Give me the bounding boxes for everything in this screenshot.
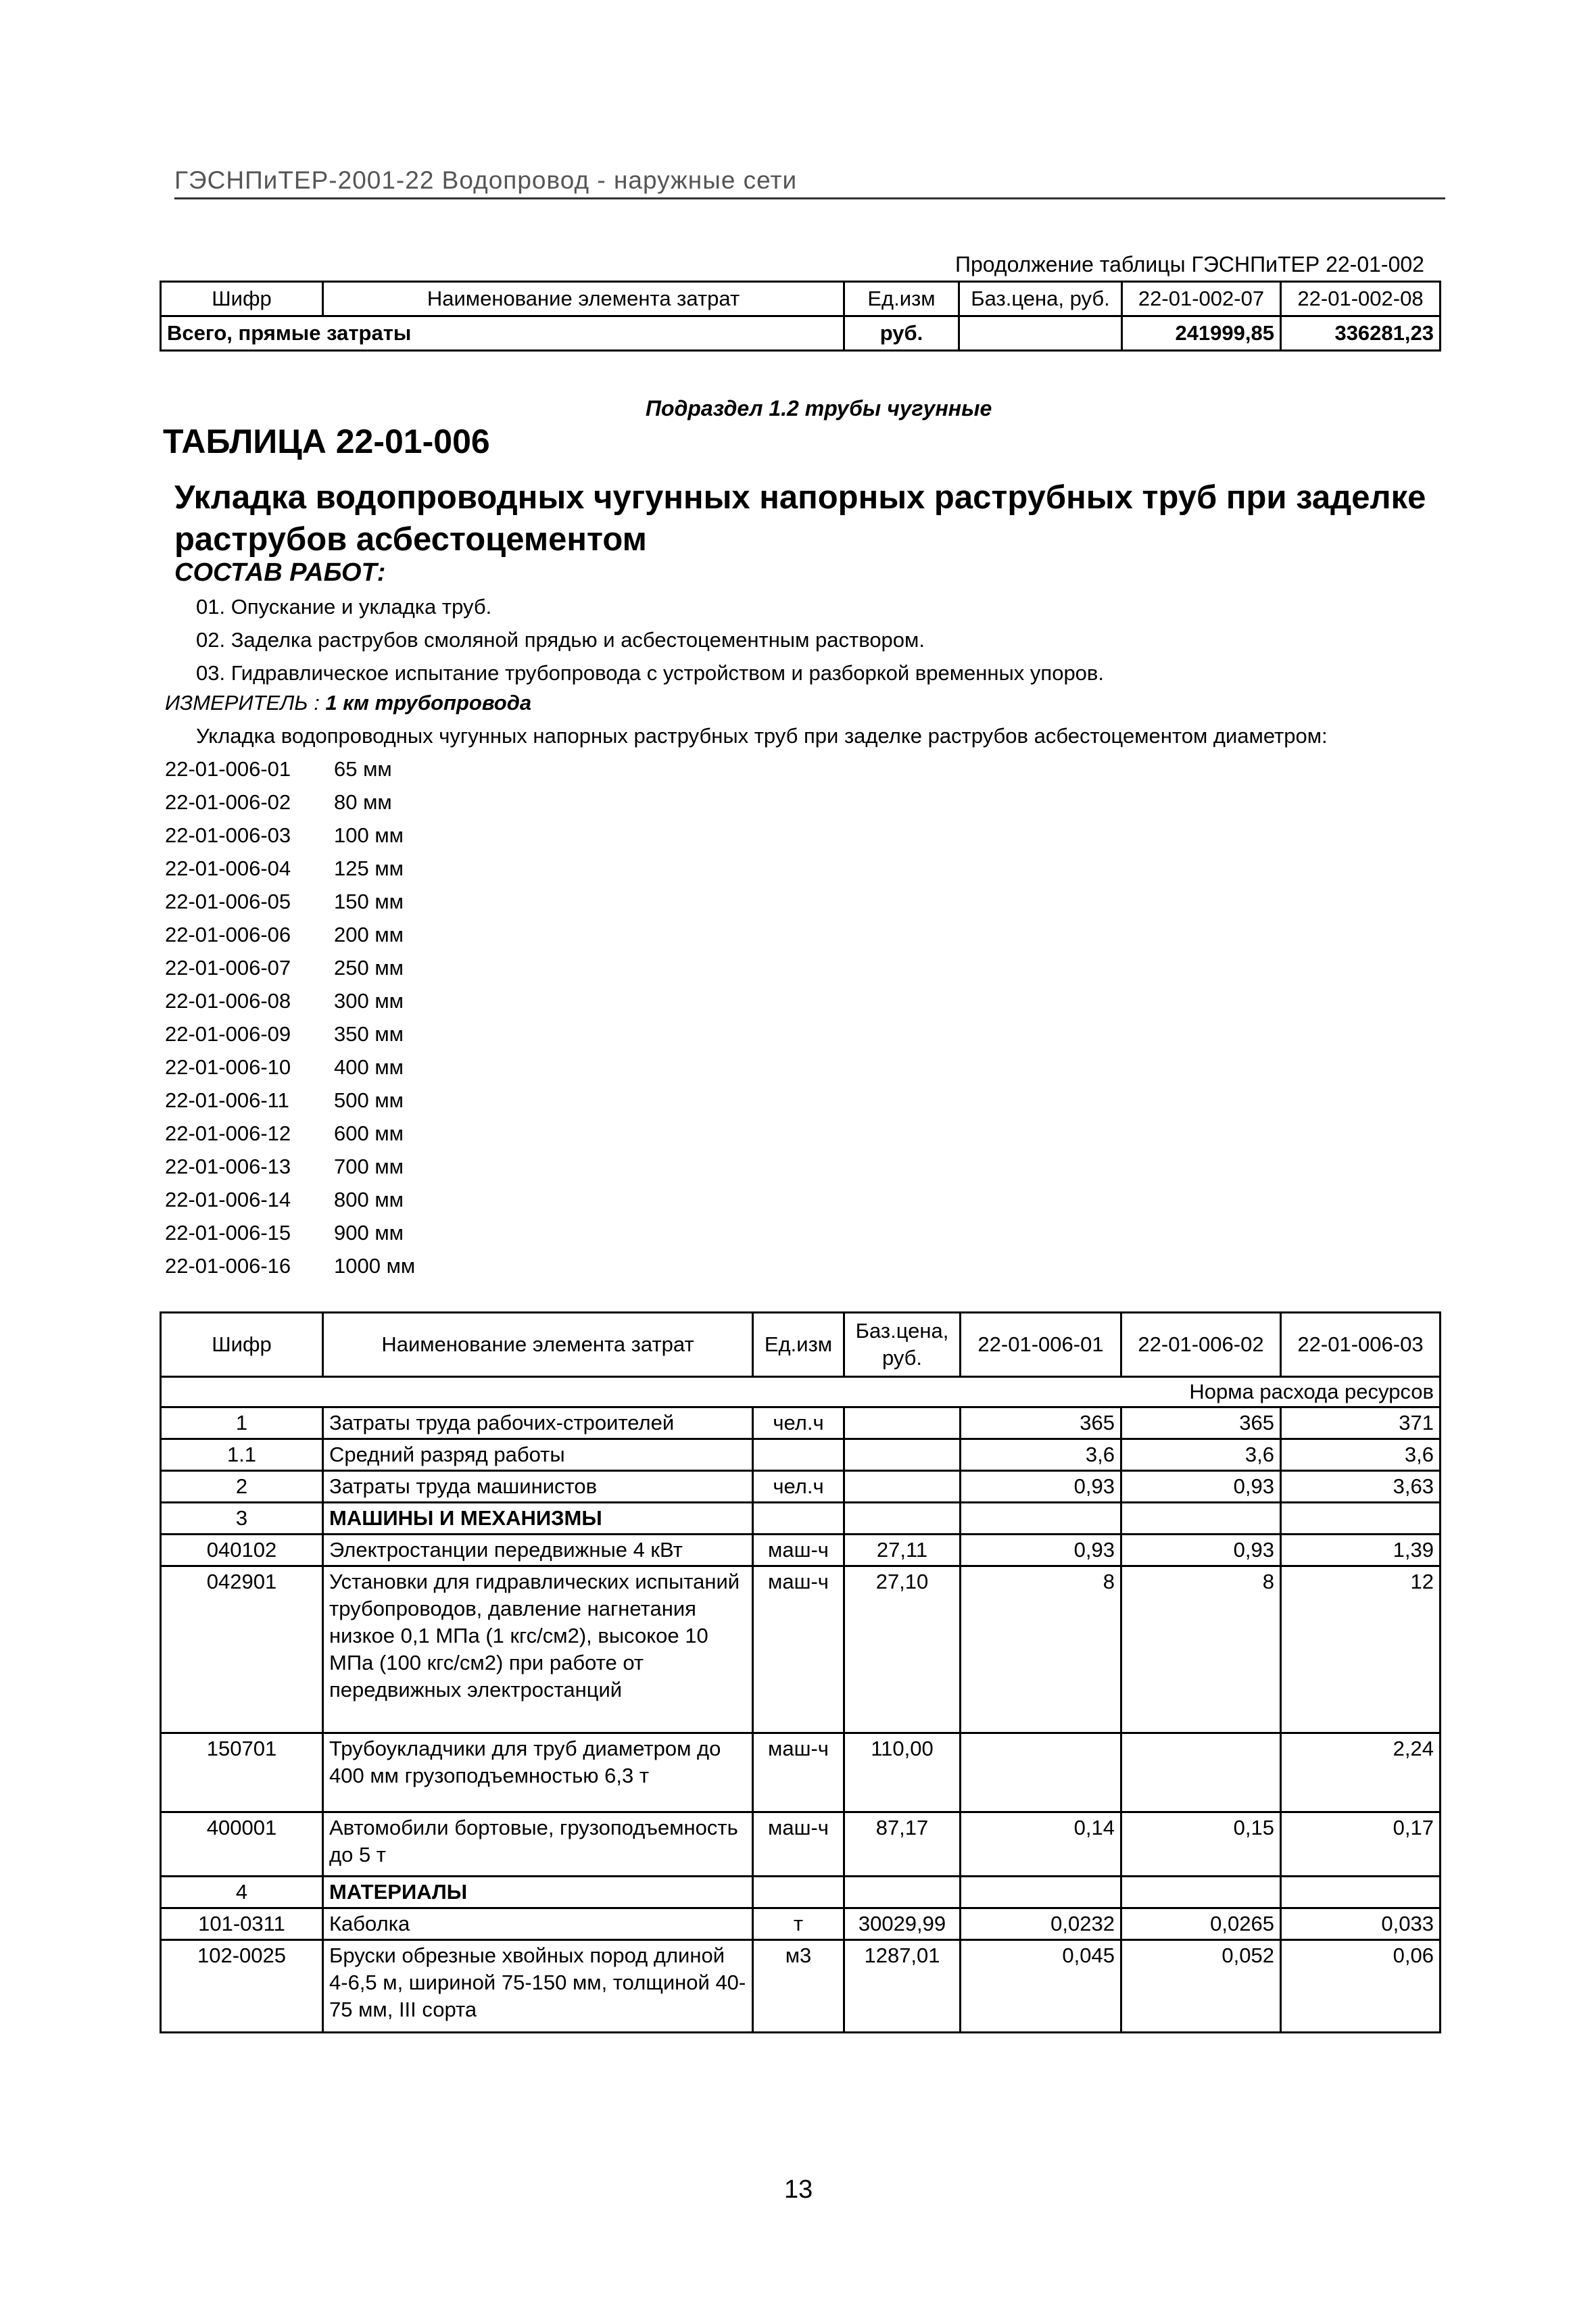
res-rate-01: 0,14	[961, 1812, 1121, 1877]
work-step: 02. Заделка раструбов смоляной прядью и асбестоцементным раствором.	[196, 628, 925, 652]
res-rate-02: 0,052	[1121, 1940, 1281, 2033]
code-row	[165, 790, 392, 815]
res-rate-03: 12	[1281, 1566, 1441, 1733]
code-size: 1000 мм	[334, 1254, 416, 1278]
res-rate-01	[961, 1733, 1121, 1812]
res-rate-01	[961, 1503, 1121, 1535]
res-price	[844, 1877, 961, 1908]
resource-table	[160, 1311, 1441, 2033]
res-code: 040102	[161, 1535, 323, 1566]
code-row	[165, 1188, 404, 1212]
code-row	[165, 1254, 415, 1278]
code-id: 22-01-006-16	[165, 1254, 291, 1278]
res-rate-03: 3,6	[1281, 1439, 1441, 1471]
code-size: 900 мм	[334, 1221, 404, 1245]
res-rate-01: 8	[961, 1566, 1121, 1733]
res-price: 87,17	[844, 1812, 961, 1877]
code-row	[165, 956, 404, 980]
norm-label: Норма расхода ресурсов	[161, 1377, 1441, 1407]
res-code: 1	[161, 1407, 323, 1439]
resource-row	[161, 1908, 1441, 1940]
code-id: 22-01-006-15	[165, 1221, 291, 1245]
res-rate-01: 0,93	[961, 1535, 1121, 1566]
resource-row	[161, 1812, 1441, 1877]
meter-line	[165, 691, 531, 715]
running-header: ГЭСНПиТЕР-2001-22 Водопровод - наружные сети	[174, 166, 798, 194]
res-unit: маш-ч	[753, 1812, 844, 1877]
res-rate-01: 0,0232	[961, 1908, 1121, 1940]
res-price	[844, 1503, 961, 1535]
code-row	[165, 857, 404, 881]
total-row	[161, 316, 1441, 351]
resource-row	[161, 1439, 1441, 1471]
col-header-price: Баз.цена, руб.	[959, 282, 1122, 316]
res-code: 2	[161, 1471, 323, 1503]
resource-row	[161, 1471, 1441, 1503]
table-heading: Укладка водопроводных чугунных напорных раструбных труб при заделке раструбов асбестоцементом	[174, 479, 1426, 558]
code-row	[165, 989, 404, 1013]
header-rule	[174, 197, 1445, 199]
res-price: 1287,01	[844, 1940, 961, 2033]
col-header-name: Наименование элемента затрат	[323, 282, 844, 316]
res-name: Средний разряд работы	[323, 1439, 753, 1471]
code-size: 600 мм	[334, 1121, 404, 1145]
res-rate-03: 3,63	[1281, 1471, 1441, 1503]
res-name: Электростанции передвижные 4 кВт	[323, 1535, 753, 1566]
res-rate-02: 8	[1121, 1566, 1281, 1733]
res-rate-02: 3,6	[1121, 1439, 1281, 1471]
res-unit: маш-ч	[753, 1733, 844, 1812]
total-unit: руб.	[844, 316, 959, 351]
code-id: 22-01-006-06	[165, 923, 291, 946]
page-number: 13	[784, 2175, 813, 2204]
res-name: Затраты труда машинистов	[323, 1471, 753, 1503]
res-rate-03: 0,033	[1281, 1908, 1441, 1940]
work-step: 01. Опускание и укладка труб.	[196, 595, 492, 619]
res-price	[844, 1471, 961, 1503]
res-rate-02: 365	[1121, 1407, 1281, 1439]
code-size: 700 мм	[334, 1155, 404, 1178]
resource-row	[161, 1940, 1441, 2033]
res-unit	[753, 1503, 844, 1535]
res-rate-03: 0,17	[1281, 1812, 1441, 1877]
code-size: 500 мм	[334, 1088, 404, 1112]
res-unit: чел.ч	[753, 1471, 844, 1503]
res-code: 4	[161, 1877, 323, 1908]
col-header-code: Шифр	[161, 282, 323, 316]
total-price	[959, 316, 1122, 351]
res-col-rate-03: 22-01-006-03	[1281, 1313, 1441, 1377]
code-id: 22-01-006-08	[165, 989, 291, 1013]
res-rate-01	[961, 1877, 1121, 1908]
res-price	[844, 1407, 961, 1439]
res-rate-03: 1,39	[1281, 1535, 1441, 1566]
res-rate-02	[1121, 1503, 1281, 1535]
res-unit: м3	[753, 1940, 844, 2033]
resource-row	[161, 1733, 1441, 1812]
col-header-rate-08: 22-01-002-08	[1281, 282, 1441, 316]
code-size: 150 мм	[334, 890, 404, 913]
res-rate-02: 0,15	[1121, 1812, 1281, 1877]
res-rate-03: 0,06	[1281, 1940, 1441, 2033]
col-header-rate-07: 22-01-002-07	[1122, 282, 1281, 316]
resource-row	[161, 1535, 1441, 1566]
continuation-table	[160, 281, 1441, 352]
res-name: Трубоукладчики для труб диаметром до 400 мм грузоподъемностью 6,3 т	[323, 1733, 753, 1812]
code-row	[165, 823, 404, 848]
res-rate-02: 0,93	[1121, 1471, 1281, 1503]
res-unit	[753, 1439, 844, 1471]
code-size: 80 мм	[334, 790, 392, 814]
res-col-name: Наименование элемента затрат	[323, 1313, 753, 1377]
col-header-unit: Ед.изм	[844, 282, 959, 316]
code-size: 350 мм	[334, 1022, 404, 1046]
resource-header-row	[161, 1313, 1441, 1377]
res-name: Затраты труда рабочих-строителей	[323, 1407, 753, 1439]
code-row	[165, 1088, 404, 1113]
code-id: 22-01-006-05	[165, 890, 291, 913]
res-rate-02	[1121, 1877, 1281, 1908]
code-row	[165, 1155, 404, 1179]
total-value-07: 241999,85	[1122, 316, 1281, 351]
code-id: 22-01-006-01	[165, 757, 291, 781]
res-rate-01: 3,6	[961, 1439, 1121, 1471]
res-unit: т	[753, 1908, 844, 1940]
meter-value: 1 км трубопровода	[325, 691, 532, 715]
res-col-unit: Ед.изм	[753, 1313, 844, 1377]
resource-row	[161, 1877, 1441, 1908]
resource-row	[161, 1503, 1441, 1535]
code-id: 22-01-006-13	[165, 1155, 291, 1178]
code-id: 22-01-006-10	[165, 1055, 291, 1079]
res-rate-03: 371	[1281, 1407, 1441, 1439]
code-id: 22-01-006-12	[165, 1121, 291, 1145]
code-row	[165, 1121, 404, 1146]
code-size: 200 мм	[334, 923, 404, 946]
code-id: 22-01-006-14	[165, 1188, 291, 1211]
resource-row	[161, 1566, 1441, 1733]
resource-body	[161, 1407, 1441, 2033]
res-name: МАТЕРИАЛЫ	[323, 1877, 753, 1908]
res-price: 30029,99	[844, 1908, 961, 1940]
res-rate-03	[1281, 1503, 1441, 1535]
norm-row	[161, 1377, 1441, 1407]
res-name: Каболка	[323, 1908, 753, 1940]
work-step: 03. Гидравлическое испытание трубопровода с устройством и разборкой временных упоров.	[196, 661, 1105, 685]
res-code: 1.1	[161, 1439, 323, 1471]
res-rate-02: 0,93	[1121, 1535, 1281, 1566]
code-row	[165, 923, 404, 947]
res-code: 400001	[161, 1812, 323, 1877]
res-name: Автомобили бортовые, грузоподъемность до 5 т	[323, 1812, 753, 1877]
res-code: 101-0311	[161, 1908, 323, 1940]
continuation-header-row	[161, 282, 1441, 316]
res-col-code: Шифр	[161, 1313, 323, 1377]
res-rate-02	[1121, 1733, 1281, 1812]
res-price: 27,11	[844, 1535, 961, 1566]
res-unit: маш-ч	[753, 1535, 844, 1566]
code-size: 125 мм	[334, 857, 404, 880]
composition-label: СОСТАВ РАБОТ:	[174, 558, 386, 587]
res-price	[844, 1439, 961, 1471]
res-code: 3	[161, 1503, 323, 1535]
continuation-caption: Продолжение таблицы ГЭСНПиТЕР 22-01-002	[955, 252, 1424, 276]
subsection-title: Подраздел 1.2 трубы чугунные	[646, 396, 992, 420]
meter-label: ИЗМЕРИТЕЛЬ :	[165, 691, 320, 715]
res-rate-02: 0,0265	[1121, 1908, 1281, 1940]
code-size: 250 мм	[334, 956, 404, 980]
res-rate-01: 0,93	[961, 1471, 1121, 1503]
code-size: 65 мм	[334, 757, 392, 781]
resource-row	[161, 1407, 1441, 1439]
total-label: Всего, прямые затраты	[161, 316, 844, 351]
code-id: 22-01-006-07	[165, 956, 291, 980]
res-name: Бруски обрезные хвойных пород длиной 4-6,5 м, шириной 75-150 мм, толщиной 40-75 мм, III сорта	[323, 1940, 753, 2033]
code-row	[165, 757, 392, 781]
res-name: Установки для гидравлических испытаний трубопроводов, давление нагнетания низкое 0,1 МПа (1 кгс/см2), высокое 10 МПа (100 кгс/см2) при работе от передвижных электростанций	[323, 1566, 753, 1733]
res-unit: маш-ч	[753, 1566, 844, 1733]
code-id: 22-01-006-04	[165, 857, 291, 880]
res-code: 102-0025	[161, 1940, 323, 2033]
total-value-08: 336281,23	[1281, 316, 1441, 351]
intro-line: Укладка водопроводных чугунных напорных раструбных труб при заделке раструбов асбестоцементом диаметром:	[196, 724, 1328, 748]
res-name: МАШИНЫ И МЕХАНИЗМЫ	[323, 1503, 753, 1535]
res-rate-03: 2,24	[1281, 1733, 1441, 1812]
code-size: 100 мм	[334, 823, 404, 847]
code-row	[165, 1022, 404, 1046]
code-id: 22-01-006-02	[165, 790, 291, 814]
code-row	[165, 890, 404, 914]
code-row	[165, 1221, 404, 1245]
res-unit: чел.ч	[753, 1407, 844, 1439]
code-id: 22-01-006-03	[165, 823, 291, 847]
code-row	[165, 1055, 404, 1080]
res-rate-01: 365	[961, 1407, 1121, 1439]
res-col-price: Баз.цена, руб.	[844, 1313, 961, 1377]
res-rate-03	[1281, 1877, 1441, 1908]
res-price: 27,10	[844, 1566, 961, 1733]
res-rate-01: 0,045	[961, 1940, 1121, 2033]
code-size: 300 мм	[334, 989, 404, 1013]
res-code: 042901	[161, 1566, 323, 1733]
res-col-rate-02: 22-01-006-02	[1121, 1313, 1281, 1377]
table-title: ТАБЛИЦА 22-01-006	[163, 423, 490, 460]
res-price: 110,00	[844, 1733, 961, 1812]
code-size: 400 мм	[334, 1055, 404, 1079]
code-id: 22-01-006-11	[165, 1088, 289, 1112]
res-col-rate-01: 22-01-006-01	[961, 1313, 1121, 1377]
res-unit	[753, 1877, 844, 1908]
res-code: 150701	[161, 1733, 323, 1812]
code-size: 800 мм	[334, 1188, 404, 1211]
code-id: 22-01-006-09	[165, 1022, 291, 1046]
